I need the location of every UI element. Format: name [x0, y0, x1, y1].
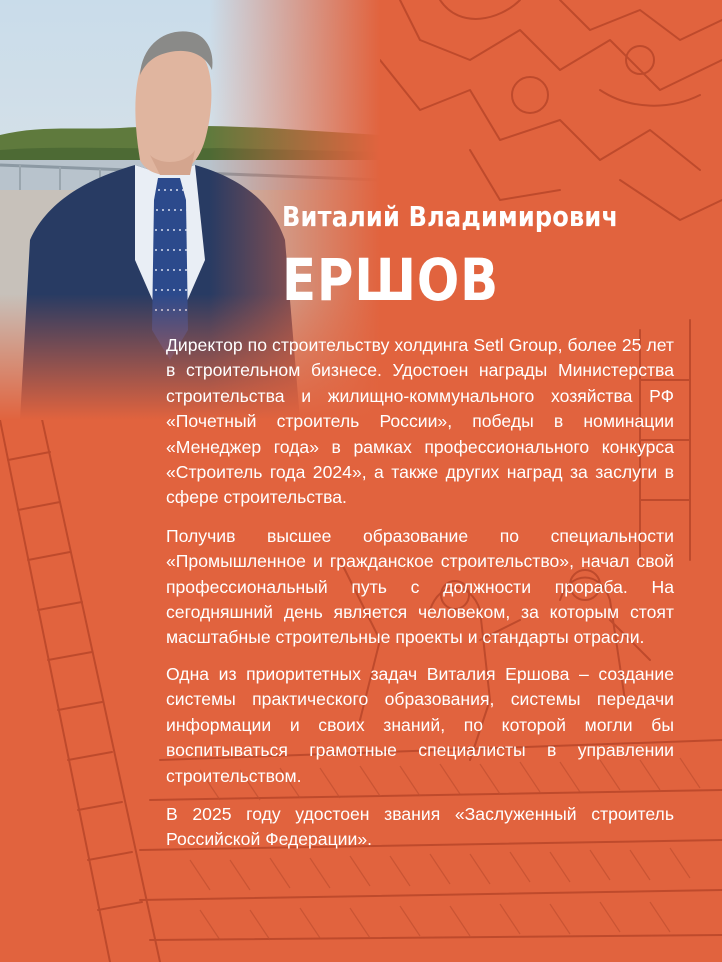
biography — [166, 333, 674, 866]
bio-paragraph-3: Одна из приоритетных задач Виталия Ершова – создание системы практического образования, системы передачи информации и своих знаний, по которой могли бы воспитываться грамотные специалисты в управлении строительством. — [166, 663, 674, 786]
bio-paragraph-4: В 2025 году удостоен звания «Заслуженный строитель Российской Федерации». — [166, 803, 674, 850]
first-and-middle-name: Виталий Владимирович — [282, 200, 619, 233]
bio-paragraph-2: Получив высшее образование по специальности «Промышленное и гражданское строительство», начал свой профессиональный путь с должности прораба. На сегодняшний день является человеком, за которым стоят масштабные строительные проекты и стандарты отрасли. — [166, 525, 674, 648]
bio-paragraph-1: Директор по строительству холдинга Setl Group, более 25 лет в строительном бизнесе. Удостоен награды Министерства строительства и жилищно-коммунального хозяйства РФ «Почетный строитель России», победы в номинации «Менеджер года» в рамках профессионального конкурса «Строитель года 2024», а также других наград за заслуги в сфере строительства. — [166, 335, 674, 508]
last-name: ЕРШОВ — [282, 246, 499, 314]
person-name-heading — [282, 200, 702, 312]
